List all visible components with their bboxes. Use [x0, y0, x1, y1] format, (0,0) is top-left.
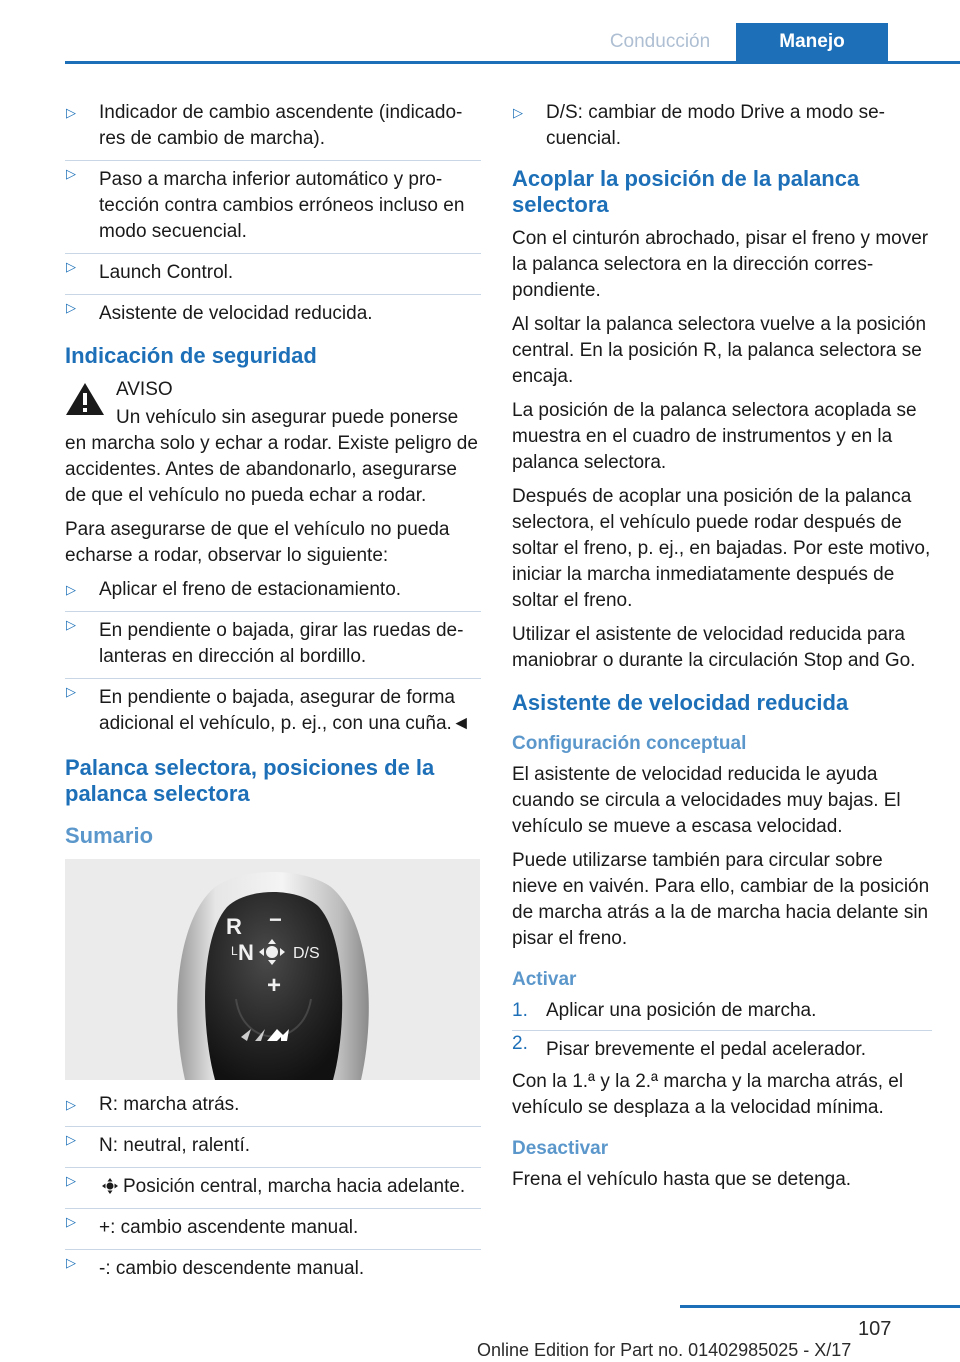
- center-position-icon: [101, 1177, 119, 1195]
- triangle-bullet-icon: ▷: [66, 1214, 76, 1229]
- gear-selector-image: [65, 859, 480, 1080]
- list-item: ▷ N: neutral, ralentí.: [65, 1126, 481, 1159]
- knob-label-l: L: [231, 944, 238, 958]
- triangle-bullet-icon: ▷: [513, 105, 523, 120]
- engage-heading: Acoplar la posición de la palanca selectora: [512, 166, 860, 217]
- list-item: ▷ Aplicar el freno de estacionamiento.: [65, 577, 481, 603]
- deactivate-heading: Desactivar: [512, 1138, 609, 1159]
- triangle-bullet-icon: ▷: [66, 582, 76, 597]
- activate-heading: Activar: [512, 969, 577, 990]
- header-rule: [65, 61, 960, 64]
- right-column: [512, 100, 932, 1201]
- paragraph: Frena el vehículo hasta que se detenga.: [512, 1169, 852, 1190]
- tab-chapter-active: Manejo: [736, 23, 888, 61]
- paragraph: El asistente de velocidad reducida le ayuda cuando se circula a velocidades muy bajas. El vehículo se mueve a escasa velocidad.: [512, 764, 901, 837]
- left-column: [65, 100, 481, 1290]
- paragraph: Al soltar la palanca selectora vuelve a la posición central. En la posición R, la palanca selectora se encaja.: [512, 314, 927, 387]
- warning-title: AVISO: [116, 379, 173, 400]
- list-item: ▷ Indicador de cambio ascendente (indicadores de cambio de marcha).: [66, 102, 463, 149]
- list-item: ▷ Paso a marcha inferior automático y protección contra cambios erróneos incluso en modo secuencial.: [65, 160, 481, 245]
- concept-heading: Configuración conceptual: [512, 733, 747, 754]
- triangle-bullet-icon: ▷: [66, 166, 76, 181]
- summary-heading: Sumario: [65, 823, 154, 848]
- triangle-bullet-icon: ▷: [66, 259, 76, 274]
- paragraph: Con el cinturón abrochado, pisar el freno y mover la palanca selectora en la dirección correspondiente.: [512, 228, 929, 301]
- step-item: 2. Pisar brevemente el pedal acelerador.: [512, 1030, 932, 1063]
- paragraph: Puede utilizarse también para circular sobre nieve en vaivén. Para ello, cambiar de la posición de marcha atrás a la de marcha hacia delante sin pisar el freno.: [512, 850, 930, 949]
- triangle-bullet-icon: ▷: [66, 1132, 76, 1147]
- paragraph: Utilizar el asistente de velocidad reducida para maniobrar o durante la circulación Stop and Go.: [512, 624, 916, 671]
- selector-heading: Palanca selectora, posiciones de la palanca selectora: [65, 755, 435, 806]
- triangle-bullet-icon: ▷: [66, 684, 76, 699]
- triangle-bullet-icon: ▷: [66, 1097, 76, 1112]
- triangle-bullet-icon: ▷: [66, 1173, 76, 1188]
- knob-label-minus: −: [269, 907, 282, 932]
- list-item: ▷ Launch Control.: [65, 253, 481, 286]
- triangle-bullet-icon: ▷: [66, 1255, 76, 1270]
- triangle-bullet-icon: ▷: [66, 300, 76, 315]
- paragraph: Después de acoplar una posición de la palanca selectora, el vehículo puede rodar después de soltar el freno, p. ej., en bajadas. Por este motivo, iniciar la marcha inmediatamente después de soltar el freno.: [512, 486, 931, 611]
- knob-label-n: N: [238, 940, 254, 965]
- list-item: ▷ En pendiente o bajada, girar las ruedas delanteras en dirección al bordillo.: [65, 611, 481, 670]
- triangle-bullet-icon: ▷: [66, 617, 76, 632]
- list-item: ▷ +: cambio ascendente manual.: [65, 1208, 481, 1241]
- paragraph: Con la 1.ª y la 2.ª marcha y la marcha atrás, el vehículo se desplaza a la velocidad mínima.: [512, 1071, 904, 1118]
- warning-block: [65, 377, 481, 509]
- edition-footer: Online Edition for Part no. 01402985025 - X/17: [477, 1340, 852, 1360]
- list-item: ▷ -: cambio descendente manual.: [65, 1249, 481, 1282]
- knob-label-r: R: [226, 914, 242, 939]
- step-item: 1. Aplicar una posición de marcha.: [512, 1000, 817, 1021]
- tab-section: Conducción: [584, 23, 736, 61]
- list-item: ▷ R: marcha atrás.: [65, 1092, 481, 1118]
- safety-intro: Para asegurarse de que el vehículo no pueda echarse a rodar, observar lo siguiente:: [65, 519, 450, 566]
- knob-label-plus: +: [267, 972, 282, 999]
- warning-triangle-icon: [65, 381, 105, 417]
- list-item: ▷ Asistente de velocidad reducida.: [65, 294, 481, 327]
- page-number: 107: [858, 1318, 892, 1340]
- assist-heading: Asistente de velocidad reducida: [512, 690, 849, 715]
- gear-knob-illustration: [65, 859, 480, 1080]
- list-item: ▷ En pendiente o bajada, asegurar de forma adicional el vehículo, p. ej., con una cuña.◄: [65, 678, 481, 737]
- triangle-bullet-icon: ▷: [66, 105, 76, 120]
- header-tabs: [584, 23, 888, 61]
- warning-text: Un vehículo sin asegurar puede ponerse en marcha solo y echar a rodar. Existe peligro de accidentes. Antes de abandonarlo, asegurarse de que el vehículo no pueda echar a rodar.: [65, 407, 478, 506]
- list-item: ▷ D/S: cambiar de modo Drive a modo secuencial.: [513, 102, 885, 149]
- knob-label-ds: D/S: [293, 945, 320, 962]
- safety-heading: Indicación de seguridad: [65, 343, 317, 368]
- paragraph: La posición de la palanca selectora acoplada se muestra en el cuadro de instrumentos y en la palanca selectora.: [512, 400, 917, 473]
- list-item: ▷ Posición central, marcha hacia adelante.: [65, 1167, 481, 1200]
- footer-rule: [680, 1305, 960, 1308]
